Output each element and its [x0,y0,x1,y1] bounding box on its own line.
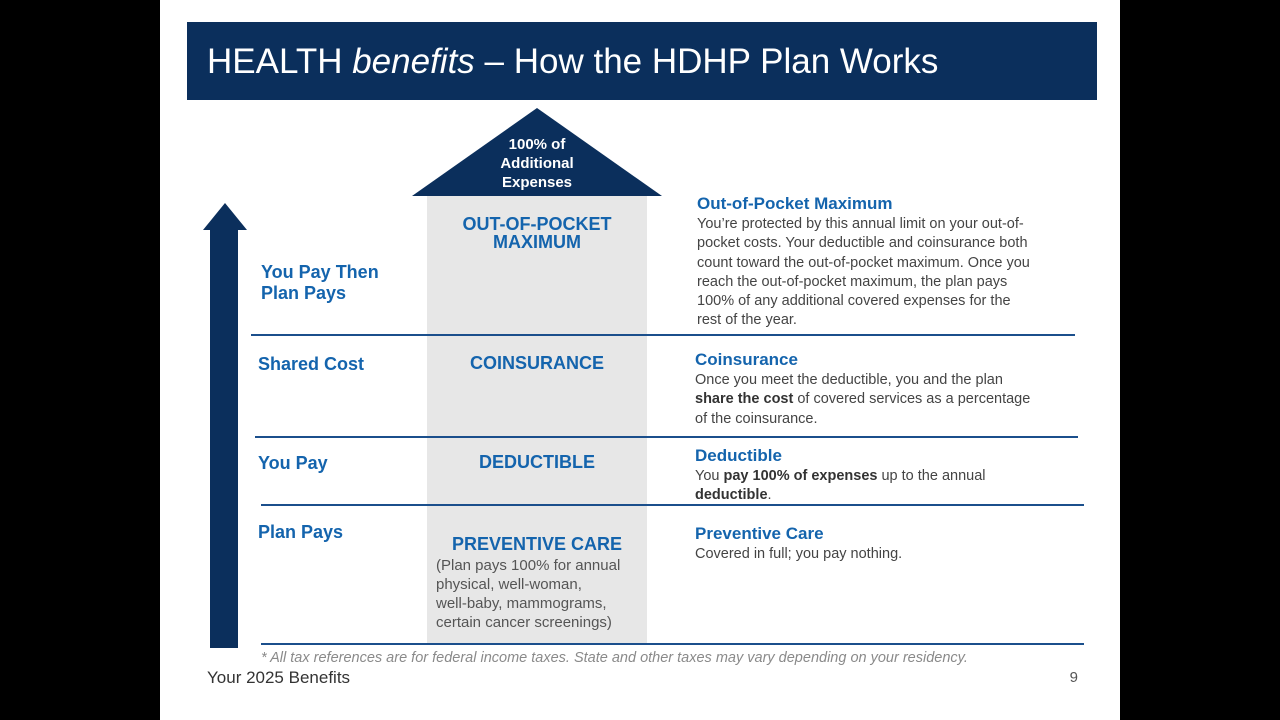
tier-prev-note-line: (Plan pays 100% for annual [436,557,621,574]
title-suffix: – How the HDHP Plan Works [474,42,939,81]
tier-prev-description: Covered in full; you pay nothing. [695,546,903,562]
title-prefix: HEALTH [207,42,353,81]
tier-prev-center-label: PREVENTIVE CARE [451,534,623,554]
tier-oop-description [697,215,1030,331]
tier-divider [255,436,1078,438]
tier-deduct-desc-period: . [767,487,772,504]
tier-oop-desc-line: You’re protected by this annual limit on your out-of- [697,216,1024,232]
tier-oop-left-line-2: Plan Pays [261,283,347,303]
tier-deduct-desc-post: up to the annual [877,468,986,484]
pyramid-top-line-1: 100% of [508,136,566,153]
tier-deduct-heading: Deductible [695,446,782,465]
tier-oop-center-line-1: OUT-OF-POCKET [462,214,612,234]
tier-prev-left-label: Plan Pays [258,522,344,542]
tier-deduct-desc-pre: You [695,468,724,484]
pyramid-top-label [460,135,614,192]
slide [160,0,1120,720]
page-number: 9 [1069,669,1078,686]
tier-oop-left-label [261,262,379,304]
tier-coins-description [695,371,1030,429]
tier-oop-center-line-2: MAXIMUM [493,232,581,252]
title-italic: benefits [352,42,475,81]
title-bar [187,22,1097,100]
pyramid-top-line-2: Additional [500,155,574,172]
tier-prev-heading: Preventive Care [695,524,824,543]
tier-oop-center-label [427,215,647,251]
slide-title [207,41,938,83]
tier-coins-desc-line [695,390,1030,409]
footer-title: Your 2025 Benefits [207,668,351,687]
tier-coins-center-label: COINSURANCE [469,353,604,373]
tier-oop-heading: Out-of-Pocket Maximum [697,194,893,213]
tier-divider [251,334,1075,336]
tier-prev-note [436,556,644,632]
tier-coins-desc-line: Once you meet the deductible, you and the plan [695,372,1003,388]
tax-footnote: * All tax references are for federal income taxes. State and other taxes may vary depending on your residency. [261,650,968,666]
tier-deduct-description [695,467,986,506]
tier-deduct-desc-bold-2: deductible [695,487,768,504]
tier-deduct-center-label: DEDUCTIBLE [479,452,595,472]
tier-prev-note-line: physical, well-woman, [436,576,582,593]
tier-oop-desc-line: count toward the out-of-pocket maximum. Once you [697,254,1030,271]
tier-deduct-desc-line [695,467,986,486]
tier-deduct-left-label: You Pay [258,453,328,473]
tier-oop-desc-line: 100% of any additional covered expenses for the [697,293,1011,310]
tier-divider [261,504,1084,506]
tier-coins-desc-line: of the coinsurance. [695,410,818,427]
tier-oop-desc-line: rest of the year. [697,312,797,329]
tier-oop-desc-line: pocket costs. Your deductible and coinsurance both [697,235,1028,252]
tier-deduct-desc-bold: pay 100% of expenses [723,468,878,484]
tier-prev-note-line: well-baby, mammograms, [436,595,607,612]
tier-coins-heading: Coinsurance [695,350,798,369]
bottom-divider [261,643,1084,645]
tier-coins-desc-rest: of covered services as a percentage [793,391,1031,408]
tier-prev-note-line: certain cancer screenings) [436,614,612,631]
tier-coins-left-label: Shared Cost [258,354,365,374]
tier-deduct-desc-line [695,486,986,505]
tier-oop-desc-line: reach the out-of-pocket maximum, the plan pays [697,273,1008,290]
tier-oop-left-line-1: You Pay Then [261,262,379,282]
tier-coins-desc-bold: share the cost [695,391,794,408]
pyramid-top-line-3: Expenses [501,174,573,191]
up-arrow-shaft [210,224,238,648]
